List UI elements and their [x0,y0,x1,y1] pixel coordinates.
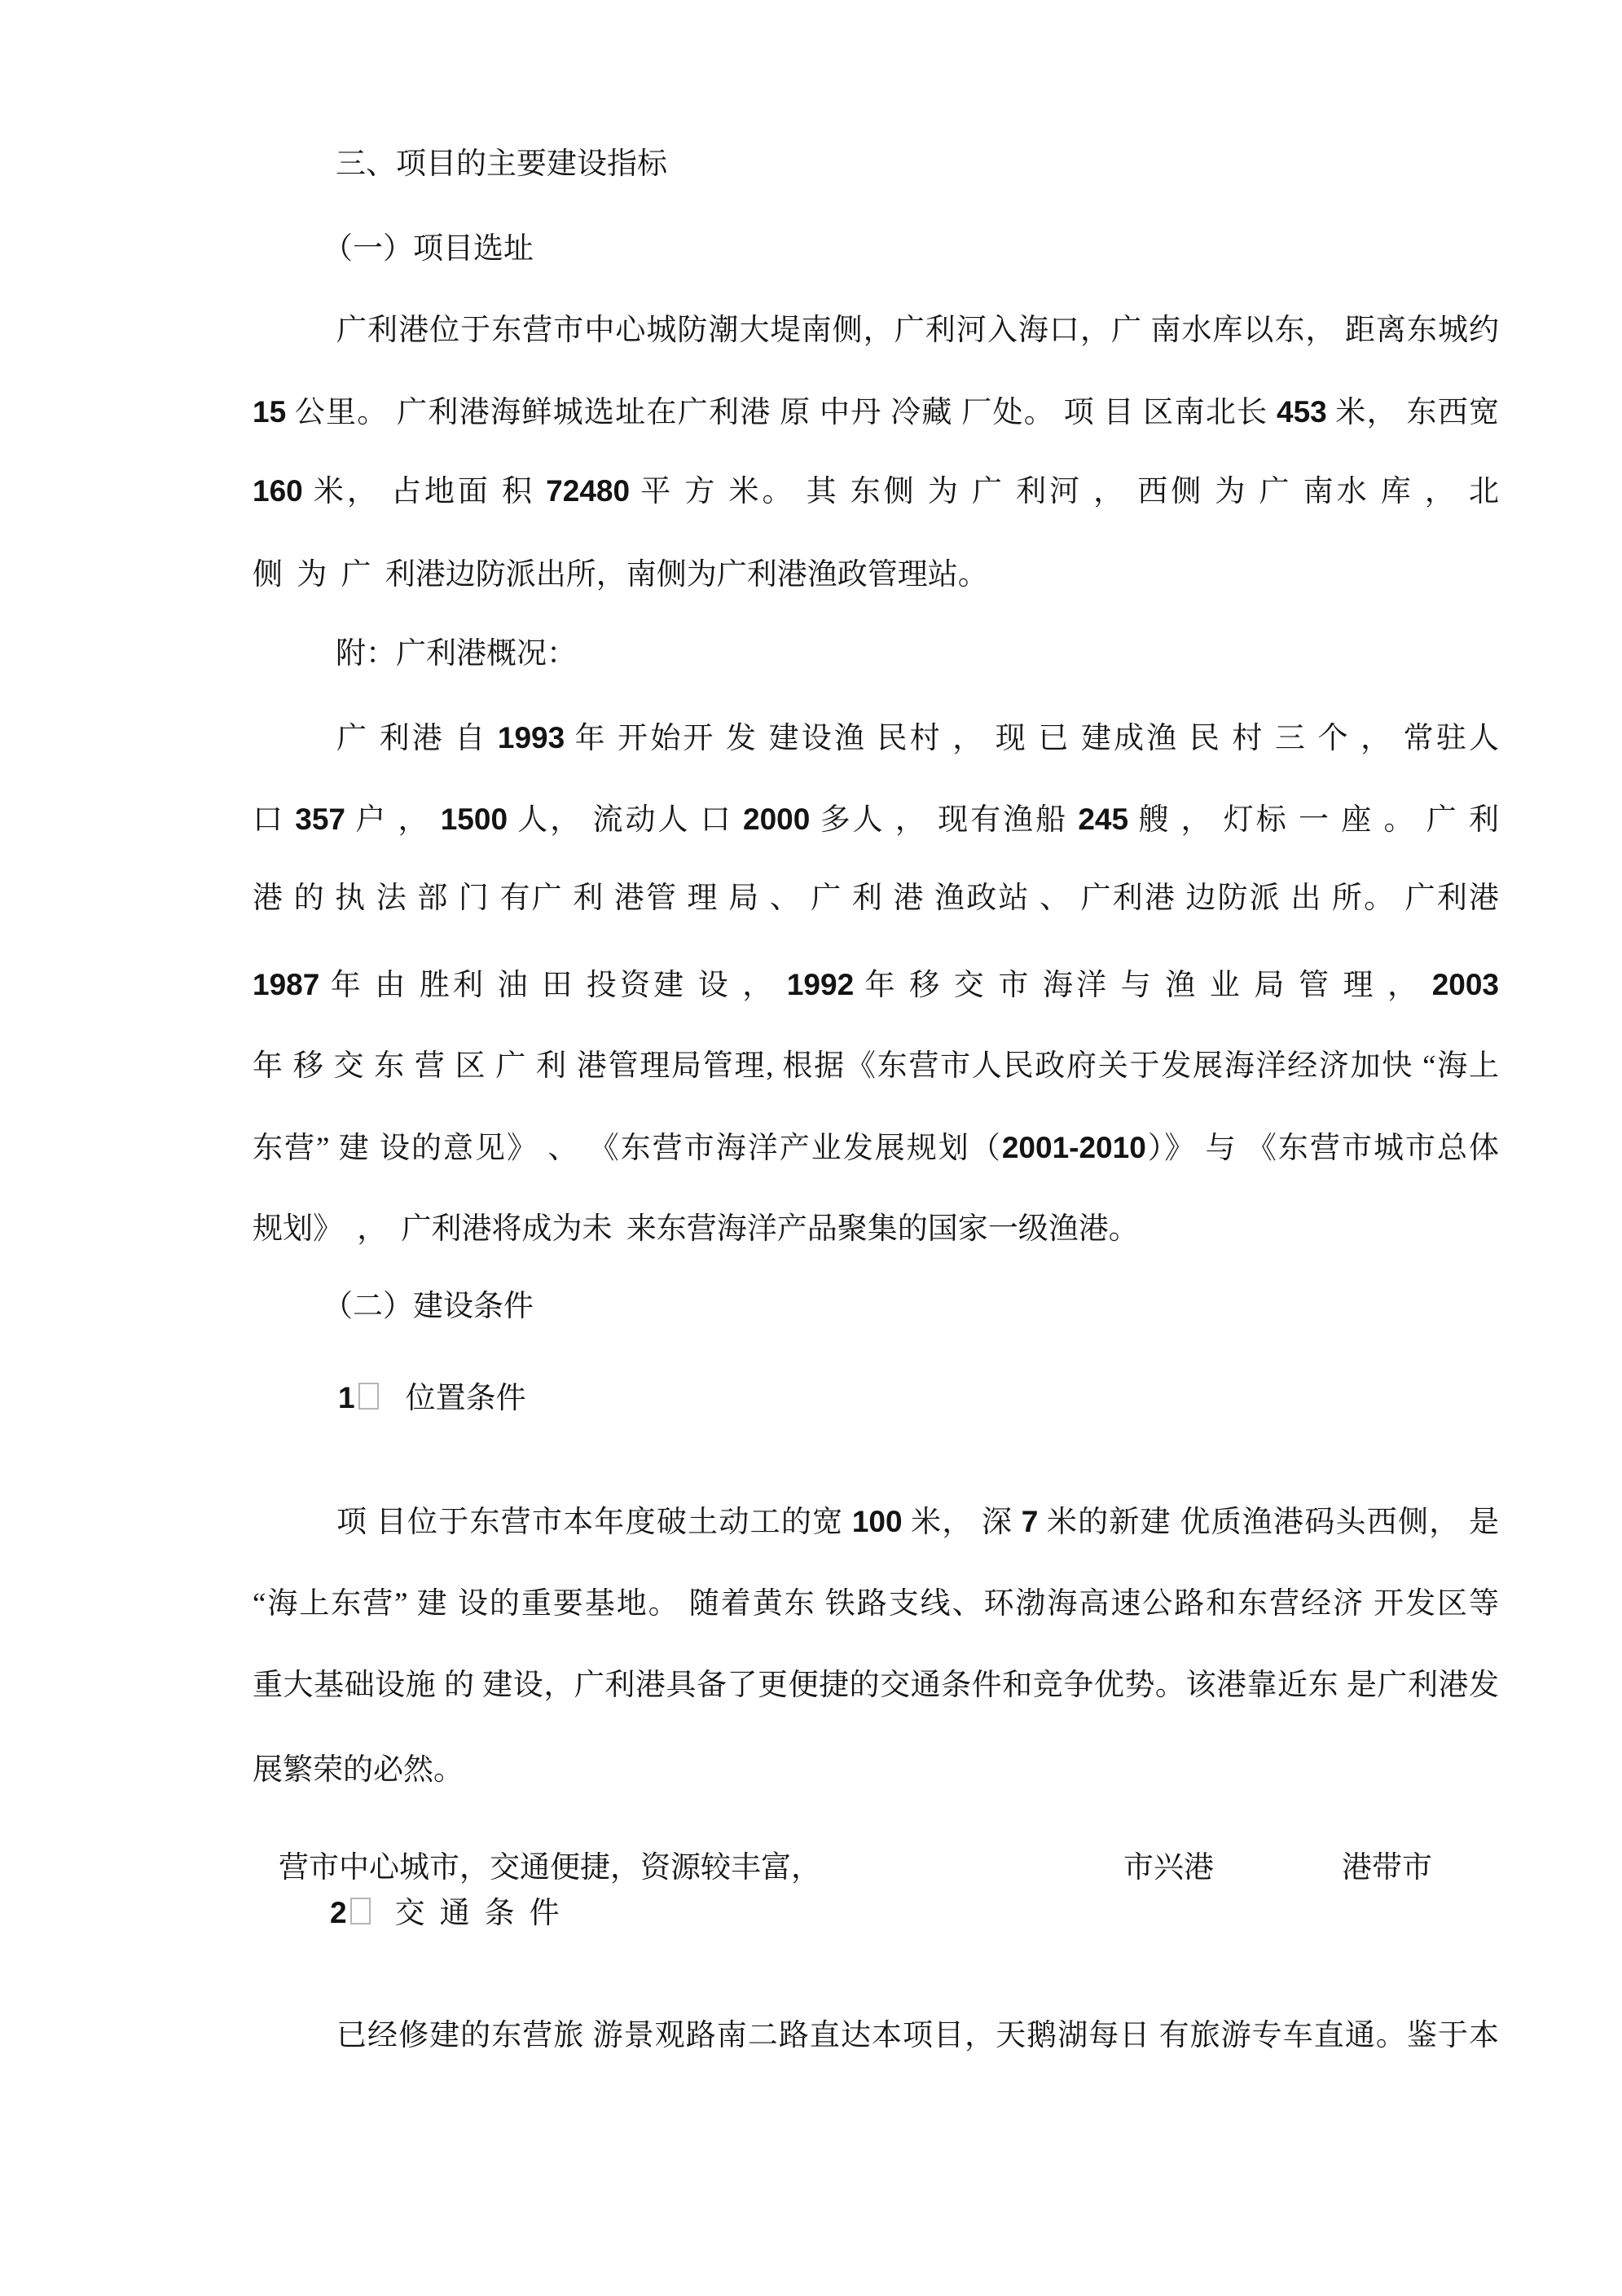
text-segment: 重大基础设施 的 建设，广利港具备了更便捷的交通条件和竞争优势。该港靠近东 是广利港发 [253,1669,1499,1702]
text-segment: 年 移 交 东 营 区 广 利 港管理局管理, 根据《东营市人民政府关于发展海洋经济加快 “海上 [253,1049,1499,1083]
para-overview-line-6 [253,1128,1499,1169]
para-site-line-3 [253,471,1499,512]
para-overview-line-4 [253,965,1499,1006]
number-segment: 160 [253,474,303,508]
text-segment: 米， 占地面 积 [302,475,547,508]
stray-text-line [279,1848,1432,1889]
number-segment: 2003 [1431,968,1500,1001]
text-segment: 口 [253,803,296,837]
text-segment: （一）项目选址 [323,232,534,266]
number-segment: 2 [330,1896,347,1929]
number-segment: 15 [253,395,287,429]
attachment-heading [336,634,577,675]
text-segment: 米， 深 [902,1506,1022,1539]
text-segment: 位置条件 [405,1382,526,1415]
text-segment: 规划》 ， 广利港将成为未 来东营海洋产品聚集的国家一级渔港。 [253,1212,1139,1246]
text-segment: 人， 流动人 口 [508,803,744,837]
para-location-line-2 [253,1584,1499,1625]
missing-glyph-box [350,1898,371,1924]
number-segment: 1993 [497,721,565,754]
text-segment: 港 的 执 法 部 门 有广 利 港管 理 局 、 广 利 港 渔政站 、 广利港 边防派 出 所。 广利港 [253,882,1499,915]
subsection-heading-1 [323,229,534,270]
text-segment: 户 ， [345,803,441,837]
number-segment: 1987 [253,968,320,1001]
subsection-heading-2 [323,1287,534,1327]
text-segment: 年 移 交 市 海洋 与 渔 业 局 管 理 ， [854,969,1432,1002]
number-segment: 245 [1078,803,1129,836]
para-traffic-line-1 [253,2016,1499,2056]
gap-spacer [821,1876,1123,1877]
para-location-line-3 [253,1665,1499,1706]
gap-spacer [371,1922,395,1923]
para-overview-line-5 [253,1046,1499,1087]
item-heading-traffic [330,1893,574,1934]
section-heading-3 [336,144,667,185]
text-segment: 多人 ， 现有渔船 [810,803,1079,837]
para-overview-line-3 [253,878,1499,919]
text-segment: 广利港位于东营市中心城防潮大堤南侧，广利河入海口，广 南水库以东， 距离东城约 [336,314,1499,347]
text-segment: 展繁荣的必然。 [253,1753,464,1787]
number-segment: 2001-2010 [1001,1131,1146,1164]
item-heading-location [338,1378,526,1419]
gap-spacer [379,1407,406,1408]
number-segment: 453 [1277,395,1327,429]
text-segment: 米， 东西宽 [1326,396,1499,429]
para-site-line-2 [253,392,1499,433]
para-location-line-1 [253,1502,1499,1543]
text-segment: 东营” 建 设的意见》 、 《东营市海洋产业发展规划（ [253,1132,1002,1165]
text-segment: 年 由 胜利 油 田 投资建 设 ， [319,969,787,1002]
text-segment: 已经修建的东营旅 游景观路南二路直达本项目，天鹅湖每日 有旅游专车直通。鉴于本 [336,2019,1499,2052]
number-segment: 2000 [743,803,811,836]
number-segment: 1 [338,1381,355,1414]
para-site-line-4 [253,555,988,596]
text-segment: 附：广利港概况： [336,637,577,671]
text-segment: 公里。 广利港海鲜城选址在广利港 原 中丹 冷藏 厂处。 项 目 区南北长 [286,396,1277,429]
text-segment: 交通条件 [394,1897,574,1930]
para-location-line-4 [253,1750,464,1791]
number-segment: 100 [851,1505,903,1538]
text-segment: 艘 ， 灯标 一 座 。 广 利 [1128,803,1500,837]
para-site-line-1 [253,310,1499,351]
number-segment: 1500 [440,803,508,836]
missing-glyph-box [358,1383,379,1410]
number-segment: 72480 [546,474,631,508]
text-segment: 市兴港 [1123,1851,1214,1885]
number-segment: 1992 [786,968,855,1001]
number-segment: 7 [1021,1505,1039,1538]
text-segment: 侧 为 广 利港边防派出所，南侧为广利港渔政管理站。 [253,558,988,592]
text-segment: 项 目位于东营市本年度破土动工的宽 [336,1506,852,1539]
text-segment: 广 利港 自 [336,722,498,755]
para-overview-line-7 [253,1209,1139,1250]
number-segment: 357 [295,803,345,836]
text-segment: （二）建设条件 [323,1290,534,1323]
text-segment: 平 方 米。 其 东侧 为 广 利河 ， 西侧 为 广 南水 库 ， 北 [630,475,1500,508]
text-segment: 三、项目的主要建设指标 [336,147,667,181]
gap-spacer [1214,1876,1342,1877]
text-segment: 米的新建 优质渔港码头西侧， 是 [1038,1506,1499,1539]
text-segment: 年 开始开 发 建设渔 民村 ， 现 已 建成渔 民 村 三 个 ， 常驻人 [565,722,1500,755]
text-segment: 港带市 [1342,1851,1432,1885]
text-segment: 营市中心城市，交通便捷，资源较丰富， [279,1851,821,1885]
para-overview-line-2 [253,799,1499,841]
para-overview-line-1 [253,718,1499,759]
text-segment: ）》 与 《东营市城市总体 [1145,1132,1500,1165]
text-segment: “海上东营” 建 设的重要基地。 随着黄东 铁路支线、环渤海高速公路和东营经济 开发区等 [253,1587,1499,1621]
